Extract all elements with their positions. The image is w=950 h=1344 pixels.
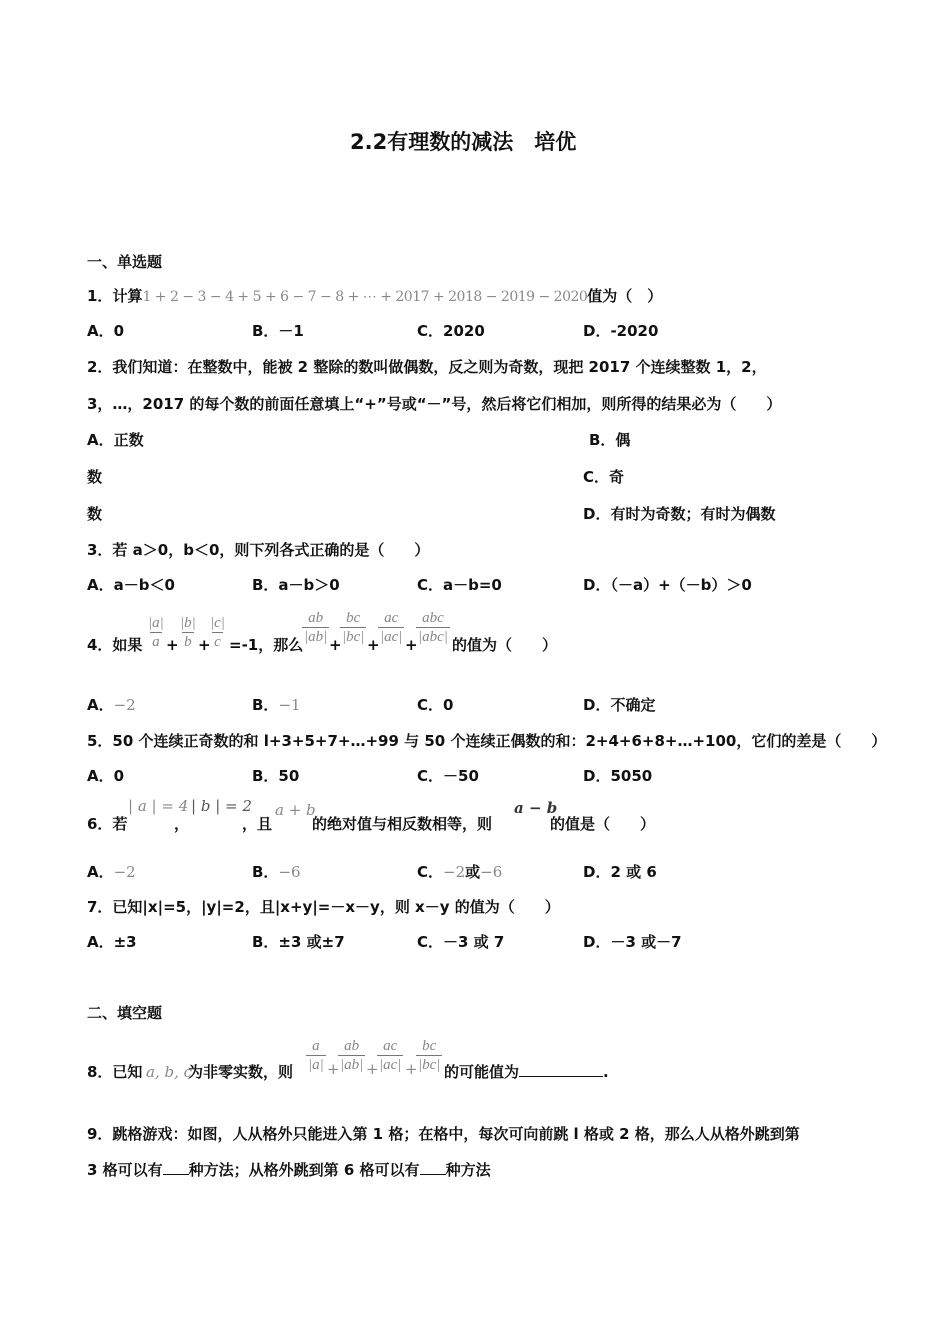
question-9-line-2: 3 格可以有 种方法；从格外跳到第 6 格可以有 种方法 xyxy=(87,1161,491,1179)
q2-option-a: A．正数 xyxy=(87,431,144,449)
q7-option-b: B．±3 或±7 xyxy=(252,933,345,951)
q8-mid: 为非零实数，则 xyxy=(188,1063,294,1081)
q4-plus: + xyxy=(166,636,179,654)
q1-option-b: B．－1 xyxy=(252,322,304,340)
question-3: 3．若 a＞0，b＜0，则下列各式正确的是（ ） xyxy=(87,541,430,559)
q3-option-d: D．（－a）+（－b）＞0 xyxy=(583,576,752,594)
q8-fraction-ac: $\frac{ac}{|ac|}$ xyxy=(379,1038,402,1073)
q8-answer-blank[interactable] xyxy=(519,1076,603,1077)
q6-abs-b-eq-2: | b | = 2 xyxy=(191,797,252,815)
q6-suffix: 的值是（ ） xyxy=(550,815,656,833)
q8-fraction-a: $\frac{a}{|a|}$ xyxy=(308,1038,324,1073)
q6-option-a: A．−2 xyxy=(87,863,136,881)
q8-fraction-ab: $\frac{ab}{|ab|}$ xyxy=(340,1038,364,1073)
q7-option-c: C．－3 或 7 xyxy=(417,933,505,951)
q4-fraction-abs-a-over-a: $\frac{|a|}{a}$ xyxy=(148,615,164,650)
q4-fraction-ab: $\frac{ab}{|ab|}$ xyxy=(304,610,328,645)
q5-option-d: D．5050 xyxy=(583,767,653,785)
q6-option-c: C．−2或−6 xyxy=(417,863,503,881)
q6-a-minus-b: a − b xyxy=(514,799,558,817)
q4-fraction-abs-b-over-b: $\frac{|b|}{b}$ xyxy=(180,615,196,650)
q6-comma: ， xyxy=(174,815,190,833)
q6-prefix: 6．若 xyxy=(87,815,128,833)
q1-expression: 1 + 2 − 3 − 4 + 5 + 6 − 7 − 8 + ⋯ + 2017 + 2018 − 2019 − 2020 xyxy=(142,289,588,305)
q6-option-b: B．−6 xyxy=(252,863,301,881)
q2-option-b: B．偶 xyxy=(589,431,631,449)
question-2-line-1: 2．我们知道：在整数中，能被 2 整除的数叫做偶数，反之则为奇数，现把 2017 个连续整数 1，2， xyxy=(87,358,767,376)
q4-plus: + xyxy=(329,636,342,654)
page-title: 2.2有理数的减法 培优 xyxy=(350,130,577,154)
q2-option-b-wrap: 数 xyxy=(87,505,103,523)
question-2-line-2: 3，…，2017 的每个数的前面任意填上“+”号或“－”号，然后将它们相加，则所得的结果必为（ ） xyxy=(87,395,782,413)
q4-option-c: C．0 xyxy=(417,696,454,714)
q4-mid: =-1，那么 xyxy=(229,636,304,654)
q3-option-b: B．a－b＞0 xyxy=(252,576,340,594)
q5-option-a: A．0 xyxy=(87,767,125,785)
q1-option-c: C．2020 xyxy=(417,322,485,340)
q8-fraction-bc: $\frac{bc}{|bc|}$ xyxy=(418,1038,441,1073)
q6-a-plus-b: a + b xyxy=(275,801,316,819)
q6-abs-a-eq-4: | a | = 4 xyxy=(128,797,189,815)
q1-option-d: D．-2020 xyxy=(583,322,659,340)
question-9-line-1: 9．跳格游戏：如图，人从格外只能进入第 1 格；在格中，每次可向前跳 l 格或 2 格，那么人从格外跳到第 xyxy=(87,1125,800,1143)
q3-option-a: A．a－b＜0 xyxy=(87,576,175,594)
q6-option-d: D．2 或 6 xyxy=(583,863,657,881)
q6-mid-2: 的绝对值与相反数相等，则 xyxy=(312,815,493,833)
q4-fraction-ac: $\frac{ac}{|ac|}$ xyxy=(380,610,403,645)
q4-suffix: 的值为（ ） xyxy=(452,636,558,654)
q1-prefix: 计算 xyxy=(112,287,143,305)
q8-plus: + xyxy=(366,1060,379,1078)
q4-prefix: 4．如果 xyxy=(87,636,143,654)
q3-option-c: C．a－b=0 xyxy=(417,576,502,594)
q8-suffix: 的可能值为 . xyxy=(444,1063,609,1081)
q4-plus: + xyxy=(367,636,380,654)
q4-option-b: B．−1 xyxy=(252,696,301,714)
q4-fraction-bc: $\frac{bc}{|bc|}$ xyxy=(342,610,365,645)
q7-option-a: A．±3 xyxy=(87,933,137,951)
q2-option-c: C．奇 xyxy=(583,468,625,486)
q4-plus: + xyxy=(198,636,211,654)
q4-fraction-abc: abc |abc| xyxy=(418,610,448,645)
q1-number: 1． xyxy=(87,287,113,305)
q1-suffix: 值为（ ） xyxy=(587,287,663,305)
q5-option-b: B．50 xyxy=(252,767,300,785)
q4-option-d: D．不确定 xyxy=(583,696,656,714)
q9-answer-blank-2[interactable] xyxy=(420,1174,446,1175)
q6-mid: ，且 xyxy=(242,815,273,833)
q8-prefix: 8．已知 xyxy=(87,1063,143,1081)
section-heading-fill-blank: 二、填空题 xyxy=(87,1004,163,1022)
section-heading-single-choice: 一、单选题 xyxy=(87,253,163,271)
question-1 xyxy=(87,286,662,307)
q4-option-a: A．−2 xyxy=(87,696,136,714)
question-5: 5．50 个连续正奇数的和 l+3+5+7+…+99 与 50 个连续正偶数的和：2+4+6+8+…+100，它们的差是（ ） xyxy=(87,732,887,750)
q4-plus: + xyxy=(405,636,418,654)
q8-plus: + xyxy=(327,1060,340,1078)
q5-option-c: C．－50 xyxy=(417,767,479,785)
q7-option-d: D．－3 或－7 xyxy=(583,933,682,951)
q2-option-a-wrap: 数 xyxy=(87,468,103,486)
q9-answer-blank-1[interactable] xyxy=(163,1174,189,1175)
q8-plus: + xyxy=(405,1060,418,1078)
q2-option-d: D．有时为奇数；有时为偶数 xyxy=(583,505,776,523)
question-7: 7．已知|x|=5，|y|=2，且|x+y|=－x－y，则 x－y 的值为（ ） xyxy=(87,898,560,916)
q1-option-a: A．0 xyxy=(87,322,125,340)
q4-fraction-abs-c-over-c: $\frac{|c|}{c}$ xyxy=(210,615,225,650)
q8-vars: a, b, c xyxy=(146,1063,193,1081)
